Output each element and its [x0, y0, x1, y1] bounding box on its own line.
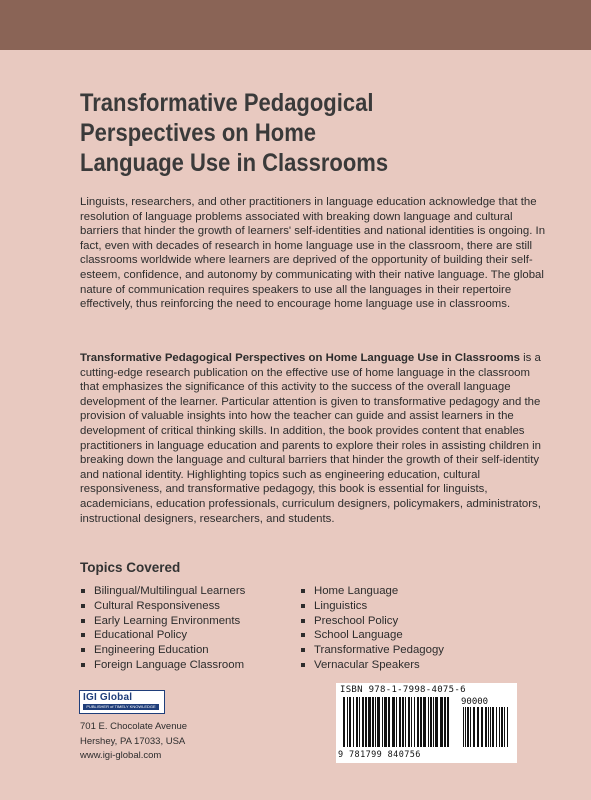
barcode-bar [343, 697, 345, 747]
barcode-bar [428, 697, 429, 747]
cover-top-band [0, 0, 591, 50]
barcode-bar [414, 697, 415, 747]
barcode-bar [362, 697, 364, 747]
topic-item: Educational Policy [80, 628, 245, 643]
topics-heading: Topics Covered [80, 560, 181, 575]
barcode-bar [485, 707, 487, 747]
price-code: 90000 [461, 697, 489, 707]
barcode-bar [423, 697, 426, 747]
topics-list-right [300, 584, 444, 673]
barcode-bar [477, 707, 479, 747]
publisher-address [80, 720, 187, 764]
barcode-bar [473, 707, 475, 747]
topic-item: Home Language [300, 584, 444, 599]
barcode-bar [433, 697, 434, 747]
barcode-bar [463, 707, 464, 747]
barcode-bar [408, 697, 410, 747]
barcode-bar [430, 697, 432, 747]
topic-item: Foreign Language Classroom [80, 658, 245, 673]
topic-item: Cultural Responsiveness [80, 599, 245, 614]
barcode-bar [499, 707, 500, 747]
topic-item: Vernacular Speakers [300, 658, 444, 673]
barcode-bar [470, 707, 471, 747]
topic-item: Transformative Pedagogy [300, 643, 444, 658]
barcode-bar [492, 707, 494, 747]
barcode-bar [384, 697, 387, 747]
barcode-bar [368, 697, 371, 747]
barcode-bar [359, 697, 360, 747]
barcode-image [341, 697, 513, 749]
topic-item: Preschool Policy [300, 614, 444, 629]
title-line: Transformative Pedagogical [80, 89, 374, 117]
barcode-bar [504, 707, 505, 747]
barcode-bar [399, 697, 401, 747]
publisher-logo-tagline: PUBLISHER of TIMELY KNOWLEDGE [83, 704, 159, 710]
topics-list-left [80, 584, 245, 673]
description-paragraph-2 [80, 351, 548, 526]
barcode-bar [377, 697, 380, 747]
description-paragraph-2-text: is a cutting-edge research publication on the effective use of home language in the classroom that emphasizes the significance of this activity to the success of the overall language development of the learner. Particular attention is given to transformative pedagogy and the provision of valuable insights into how the teacher can guide and assist learners in the development of critical thinking skills. In addition, the book provides content that enables practitioners in language education and parents to explore their roles in assisting children in breaking down the language and cultural barriers that hinder the growth of their self-identity and national identity. Highlighting topics such as engineering education, cultural responsiveness, and transformative pedagogy, this book is essential for linguists, academicians, education professionals, curriculum designers, policymakers, administrators, instructional designers, researchers, and students. [80, 352, 541, 525]
barcode-bar [372, 697, 374, 747]
barcode-bar [396, 697, 397, 747]
address-line: Hershey, PA 17033, USA [80, 735, 186, 747]
barcode-bar [435, 697, 438, 747]
description-paragraph-1: Linguists, researchers, and other practitioners in language education acknowledge that the resolution of language problems associated with breaking down language and cultural barriers that hinder the growth of learners' self-identities and national identities is ongoing. In fact, even with decades of research in home language use in the classroom, there are still classrooms worldwide where learners are deprived of the opportunity of building their self-esteem, confidence, and autonomy by communicating with their native language. The global nature of communication requires speakers to use all the languages in their repertoire effectively, thus reinforcing the need to encourage home language use in classrooms. [80, 196, 546, 311]
barcode-bar [349, 697, 351, 747]
publisher-logo [79, 690, 165, 714]
barcode-bar [488, 707, 489, 747]
barcode-bar [392, 697, 395, 747]
barcode-bar [440, 697, 443, 747]
barcode-bar [411, 697, 412, 747]
barcode-bar [496, 707, 497, 747]
barcode-bar [465, 707, 466, 747]
topic-item: Bilingual/Multilingual Learners [80, 584, 245, 599]
barcode-digits: 9 781799 840756 [338, 750, 421, 760]
barcode-bar [481, 707, 483, 747]
barcode-bar [417, 697, 419, 747]
barcode-bar [375, 697, 376, 747]
topic-item: Early Learning Environments [80, 614, 245, 629]
barcode-bar [467, 707, 469, 747]
barcode-bar [444, 697, 446, 747]
barcode-bar [382, 697, 383, 747]
book-title [80, 88, 538, 178]
book-title-inline: Transformative Pedagogical Perspectives on Home Language Use in Classrooms [80, 352, 520, 364]
barcode-bar [365, 697, 367, 747]
topic-item: Linguistics [300, 599, 444, 614]
barcode-bar [490, 707, 491, 747]
title-line: Perspectives on Home [80, 119, 316, 147]
address-line: 701 E. Chocolate Avenue [80, 721, 188, 732]
barcode-bar [420, 697, 422, 747]
title-line: Language Use in Classrooms [80, 149, 389, 177]
barcode-bar [447, 697, 449, 747]
topic-item: School Language [300, 628, 444, 643]
barcode-bar [388, 697, 390, 747]
barcode-bar [353, 697, 354, 747]
barcode-bar [507, 707, 508, 747]
publisher-website: www.igi-global.com [80, 750, 162, 761]
barcode-bar [501, 707, 503, 747]
barcode-bar [347, 697, 348, 747]
topic-item: Engineering Education [80, 643, 245, 658]
barcode-bar [402, 697, 404, 747]
barcode-bar [405, 697, 406, 747]
isbn-text: ISBN 978-1-7998-4075-6 [340, 685, 466, 695]
publisher-logo-text: IGI Global [83, 692, 133, 703]
barcode-bar [356, 697, 358, 747]
